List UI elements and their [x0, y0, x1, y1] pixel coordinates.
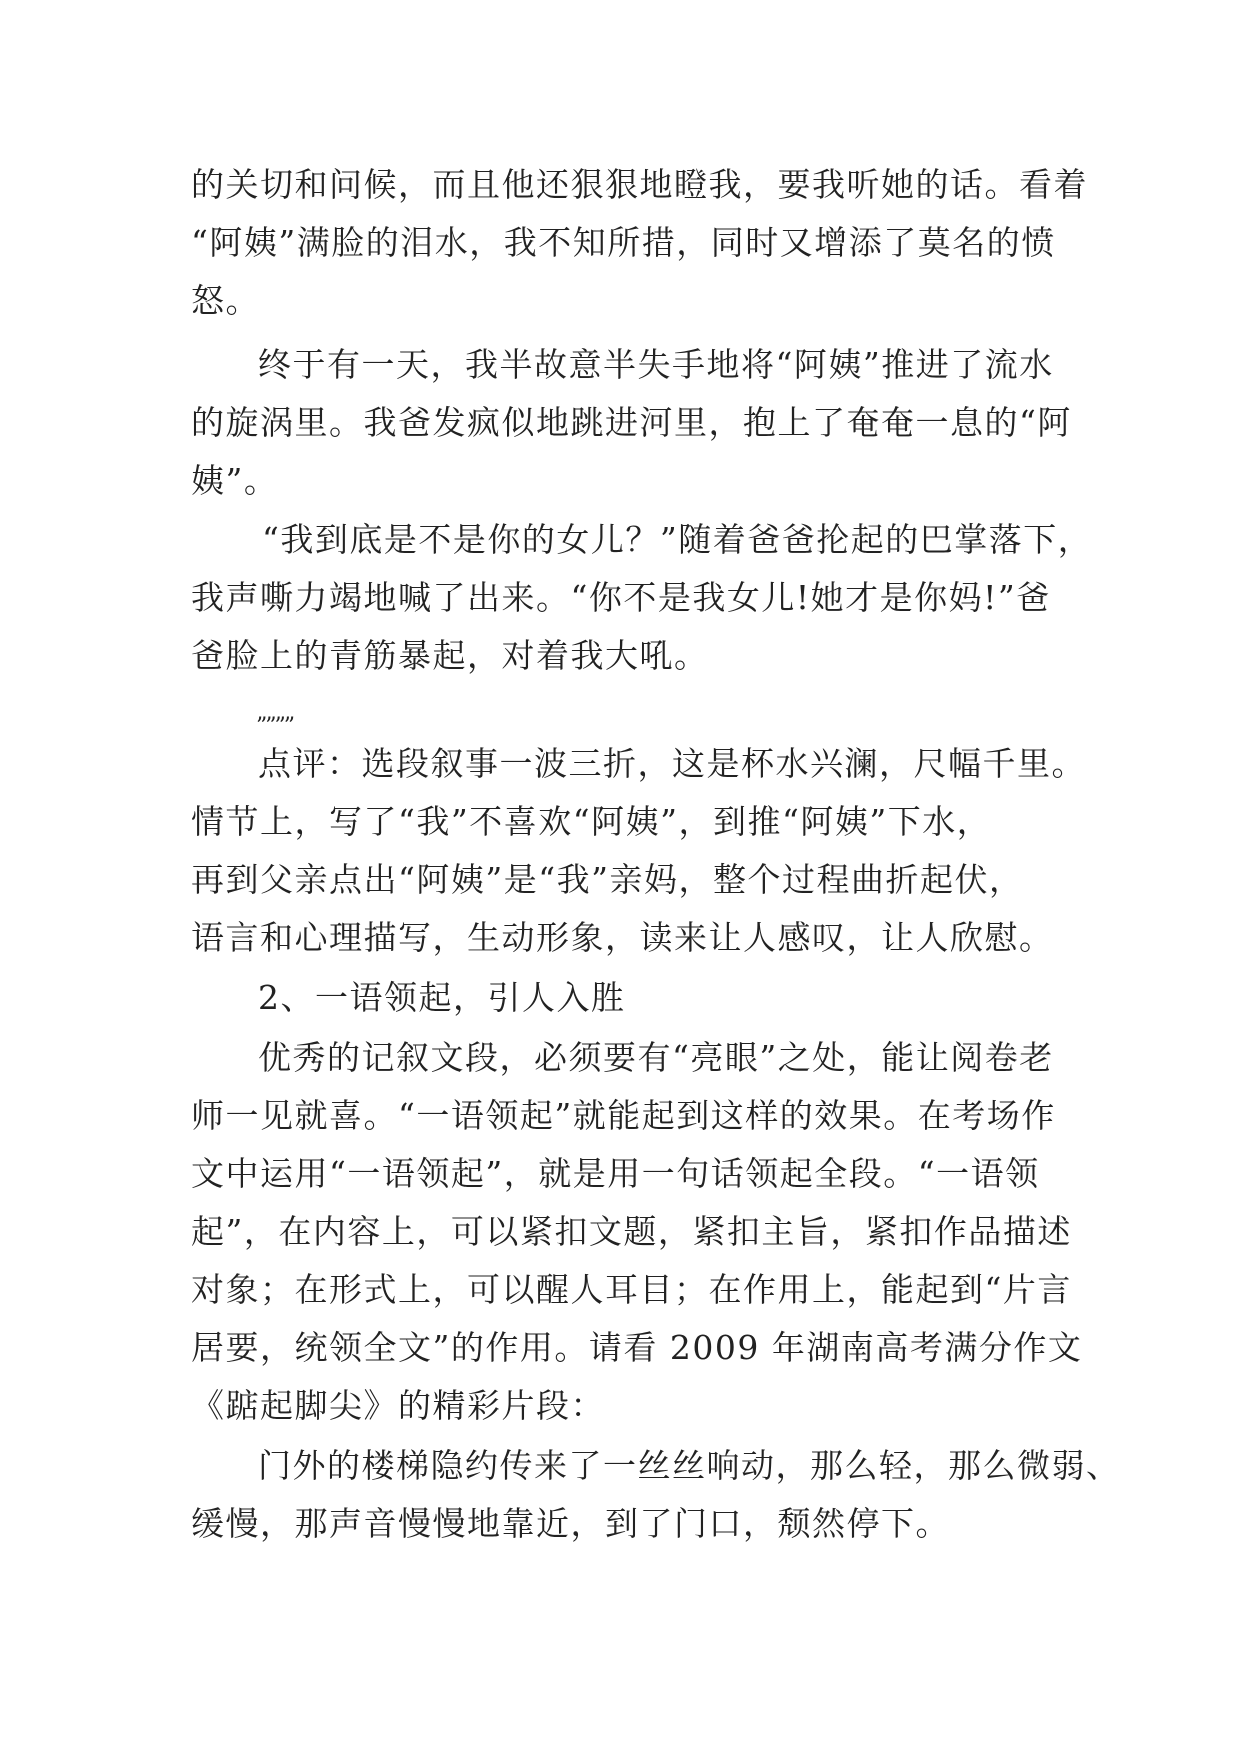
paragraph-4-line-4: 起”，在内容上，可以紧扣文题，紧扣主旨，紧扣作品描述 — [191, 1212, 1072, 1251]
paragraph-4-line-2: 师一见就喜。“一语领起”就能起到这样的效果。在考场作 — [191, 1096, 1056, 1135]
paragraph-1-line-2: “阿姨”满脸的泪水，我不知所措，同时又增添了莫名的愤 — [191, 223, 1056, 262]
paragraph-5-line-2: 缓慢，那声音慢慢地靠近，到了门口，颓然停下。 — [191, 1504, 950, 1543]
paragraph-2-line-3: 姨”。 — [191, 461, 279, 500]
review-line-3: 再到父亲点出“阿姨”是“我”亲妈，整个过程曲折起伏， — [191, 860, 1024, 899]
paragraph-3-line-2: 我声嘶力竭地喊了出来。“你不是我女儿!她才是你妈!”爸 — [191, 578, 1051, 617]
review-line-1: 点评：选段叙事一波三折，这是杯水兴澜，尺幅千里。 — [258, 744, 1086, 783]
paragraph-2-line-2: 的旋涡里。我爸发疯似地跳进河里，抱上了奄奄一息的“阿 — [191, 403, 1072, 442]
paragraph-4-line-3: 文中运用“一语领起”，就是用一句话领起全段。“一语领 — [191, 1154, 1040, 1193]
paragraph-2-line-1: 终于有一天，我半故意半失手地将“阿姨”推进了流水 — [258, 345, 1054, 384]
paragraph-1-line-3: 怒。 — [191, 281, 260, 320]
paragraph-4-line-1: 优秀的记叙文段，必须要有“亮眼”之处，能让阅卷老 — [258, 1038, 1054, 1077]
paragraph-3-line-1: “我到底是不是你的女儿？”随着爸爸抡起的巴掌落下， — [262, 520, 1093, 559]
review-line-4: 语言和心理描写，生动形象，读来让人感叹，让人欣慰。 — [191, 918, 1054, 957]
review-line-2: 情节上，写了“我”不喜欢“阿姨”，到推“阿姨”下水， — [191, 802, 992, 841]
quote-marks: ”””” — [256, 714, 293, 739]
paragraph-4-line-5: 对象；在形式上，可以醒人耳目；在作用上，能起到“片言 — [191, 1270, 1072, 1309]
paragraph-3-line-3: 爸脸上的青筋暴起，对着我大吼。 — [191, 636, 709, 675]
paragraph-4-line-6: 居要，统领全文”的作用。请看 2009 年湖南高考满分作文 — [191, 1328, 1083, 1367]
paragraph-1-line-1: 的关切和问候，而且他还狠狠地瞪我，要我听她的话。看着 — [191, 165, 1088, 204]
paragraph-4-line-7: 《踮起脚尖》的精彩片段： — [191, 1386, 605, 1425]
paragraph-5-line-1: 门外的楼梯隐约传来了一丝丝响动，那么轻，那么微弱、 — [258, 1446, 1121, 1485]
section-heading: 2、一语领起，引人入胜 — [258, 978, 626, 1017]
